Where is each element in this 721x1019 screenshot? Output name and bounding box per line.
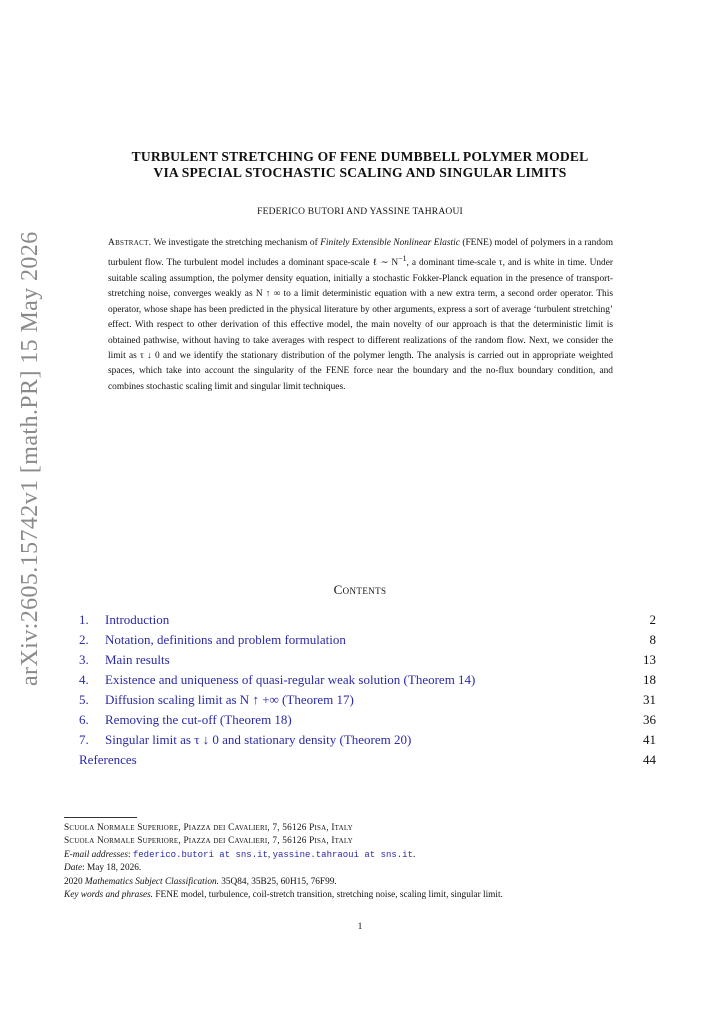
abstract-label: Abstract. — [108, 238, 152, 248]
toc-entry-notation[interactable] — [79, 630, 656, 650]
affiliation-line: Scuola Normale Superiore, Piazza dei Cavalieri, 7, 56126 Pisa, Italy — [64, 823, 353, 833]
toc-entry-number[interactable]: 7. — [79, 732, 89, 747]
msc-prefix: 2020 — [64, 876, 85, 887]
abstract-body-part-1: (FENE) model of polymers in a random turbulent flow. The turbulent model includes a dominant space-scale ℓ ∼ N — [108, 238, 614, 269]
table-of-contents — [79, 610, 656, 770]
toc-entry-link[interactable]: Removing the cut-off (Theorem 18) — [105, 712, 292, 727]
contents-heading: Contents — [333, 582, 387, 597]
page-number: 1 — [357, 922, 363, 932]
abstract-superscript: −1 — [398, 254, 407, 264]
title-line-1: TURBULENT STRETCHING OF FENE DUMBBELL POLYMER MODEL — [131, 149, 589, 164]
toc-entry-number[interactable]: 2. — [79, 632, 89, 647]
footnotes — [64, 822, 656, 902]
toc-entry-link[interactable]: Singular limit as τ ↓ 0 and stationary density (Theorem 20) — [105, 732, 412, 747]
date-line — [64, 862, 656, 875]
toc-entry-link[interactable]: Introduction — [105, 612, 170, 627]
abstract-emphasis: Finitely Extensible Nonlinear Elastic — [320, 238, 460, 248]
arxiv-identifier-stamp: arXiv:2605.15742v1 [math.PR] 15 May 2026 — [17, 231, 43, 686]
email-label: E-mail addresses — [64, 849, 128, 860]
keywords-value: FENE model, turbulence, coil-stretch transition, stretching noise, scaling limit, singular limit. — [153, 890, 503, 901]
abstract — [108, 236, 613, 395]
toc-entry-diffusion-limit[interactable] — [79, 690, 656, 710]
toc-entry-introduction[interactable] — [79, 610, 656, 630]
toc-references-link[interactable]: References — [79, 752, 137, 767]
toc-entry-existence[interactable] — [79, 670, 656, 690]
affiliation-line: Scuola Normale Superiore, Piazza dei Cavalieri, 7, 56126 Pisa, Italy — [64, 836, 353, 847]
toc-entry-singular-limit[interactable] — [79, 730, 656, 750]
keywords-label: Key words and phrases. — [64, 890, 154, 901]
toc-entry-page: 2 — [649, 612, 656, 627]
toc-entry-link[interactable]: Existence and uniqueness of quasi-regular weak solution (Theorem 14) — [105, 672, 476, 687]
email-separator: , — [267, 849, 273, 860]
date-value: : May 18, 2026. — [82, 863, 142, 874]
toc-entry-cut-off[interactable] — [79, 710, 656, 730]
abstract-intro: We investigate the stretching mechanism of — [153, 238, 318, 248]
msc-label: Mathematics Subject Classification. — [84, 876, 219, 887]
footnote-divider — [64, 817, 137, 818]
date-label: Date — [64, 863, 83, 874]
toc-entry-page: 31 — [643, 692, 656, 707]
email-link[interactable]: yassine.tahraoui at sns.it — [272, 849, 413, 860]
toc-entry-references[interactable] — [79, 750, 656, 770]
toc-entry-number[interactable]: 5. — [79, 692, 89, 707]
toc-entry-page: 36 — [643, 712, 656, 727]
msc-line — [64, 876, 656, 889]
author-names: FEDERICO BUTORI AND YASSINE TAHRAOUI — [257, 207, 463, 217]
toc-entry-page: 18 — [643, 672, 656, 687]
toc-entry-number[interactable]: 6. — [79, 712, 89, 727]
toc-entry-number[interactable]: 1. — [79, 612, 89, 627]
toc-entry-page: 41 — [643, 732, 656, 747]
toc-entry-main-results[interactable] — [79, 650, 656, 670]
email-separator: : — [127, 849, 133, 860]
toc-entry-page: 8 — [649, 632, 656, 647]
title-line-2: VIA SPECIAL STOCHASTIC SCALING AND SINGULAR LIMITS — [153, 165, 567, 180]
toc-entry-number[interactable]: 3. — [79, 652, 89, 667]
abstract-body-part-2: , a dominant time-scale τ, and is white in time. Under suitable scaling assumption, the polymer density equation, initially a stochastic Fokker-Planck equation in the presence of transport-stretching noise, converges weakly as N ↑ ∞ to a limit deterministic equation with a new extra term, a second order operator. This operator, whose shape has been predicted in the physical literature by other arguments, express a sort of average ‘turbulent stretching’ effect. With respect to other derivation of this effective model, the main novelty of our approach is that the deterministic limit is obtained pathwise, without having to take averages with respect to different realizations of the random flow. Next, we consider the limit as τ ↓ 0 and we identify the stationary distribution of the polymer length. The analysis is carried out in appropriate weighted spaces, which take into account the singularity of the FENE force near the boundary and the no-flux boundary condition, and combines stochastic scaling limit and singular limit techniques. — [108, 258, 614, 392]
toc-entry-link[interactable]: Notation, definitions and problem formulation — [105, 632, 346, 647]
email-line — [64, 849, 656, 862]
toc-entry-number[interactable]: 4. — [79, 672, 89, 687]
toc-entry-link[interactable]: Diffusion scaling limit as N ↑ +∞ (Theorem 17) — [105, 692, 354, 707]
paper-title — [60, 149, 660, 181]
keywords-line — [64, 889, 656, 902]
toc-entry-page: 44 — [643, 752, 656, 767]
toc-entry-link[interactable]: Main results — [105, 652, 170, 667]
email-separator: . — [413, 849, 416, 860]
toc-entry-page: 13 — [643, 652, 656, 667]
msc-value: 35Q84, 35B25, 60H15, 76F99. — [218, 876, 337, 887]
email-link[interactable]: federico.butori at sns.it — [132, 849, 268, 860]
